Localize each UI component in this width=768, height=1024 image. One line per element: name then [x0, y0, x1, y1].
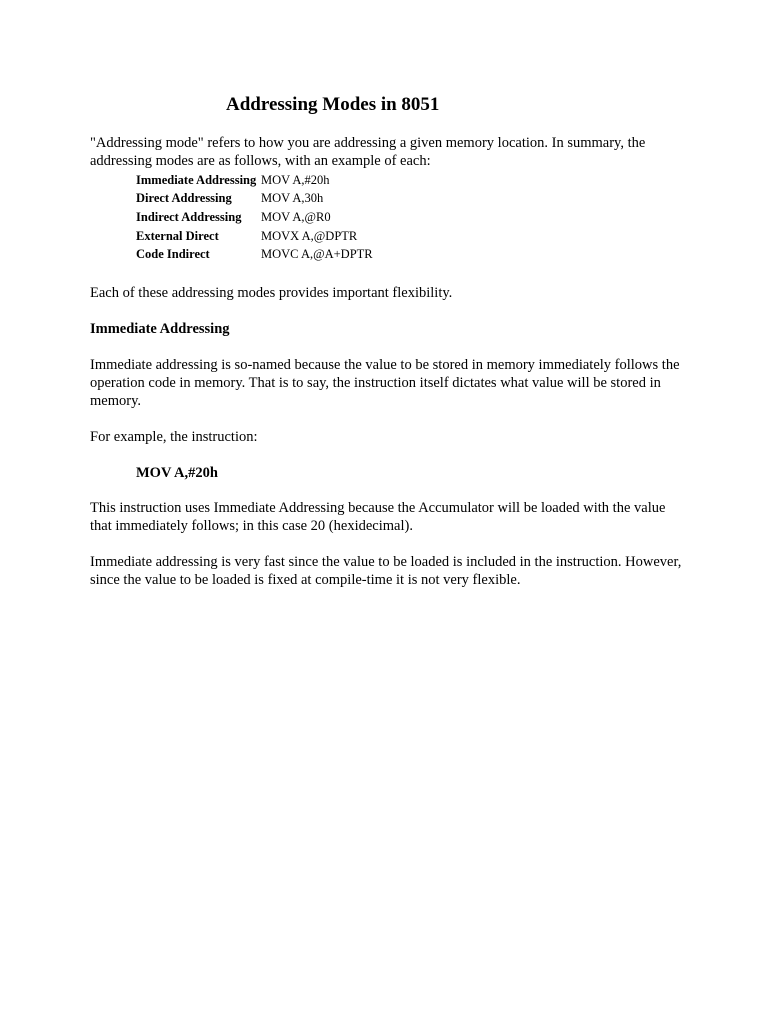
table-row [136, 171, 373, 190]
example-intro-paragraph: For example, the instruction: [90, 429, 258, 445]
intro-paragraph: "Addressing mode" refers to how you are addressing a given memory location. In summary, the addressing modes are as follows, with an example of each: [90, 135, 646, 169]
table-row [136, 190, 373, 209]
table-row [136, 208, 373, 227]
document-title: Addressing Modes in 8051 [226, 94, 440, 115]
mode-example: MOV A,#20h [261, 172, 330, 187]
performance-paragraph: Immediate addressing is very fast since the value to be loaded is included in the instruction. However, since the value to be loaded is fixed at compile-time it is not very flexible. [90, 554, 682, 588]
flexibility-paragraph: Each of these addressing modes provides important flexibility. [90, 285, 453, 301]
addressing-modes-table [136, 171, 373, 264]
instruction-explanation-paragraph: This instruction uses Immediate Addressing because the Accumulator will be loaded with the value that immediately follows; in this case 20 (hexidecimal). [90, 500, 666, 534]
code-example: MOV A,#20h [136, 465, 218, 481]
mode-name: Indirect Addressing [136, 209, 242, 224]
mode-name: Code Indirect [136, 247, 210, 262]
table-row [136, 245, 373, 264]
table-row [136, 227, 373, 246]
mode-name: Immediate Addressing [136, 172, 257, 187]
immediate-description-paragraph: Immediate addressing is so-named because the value to be stored in memory immediately follows the operation code in memory. That is to say, the instruction itself dictates what value will be stored in memory. [90, 357, 680, 409]
mode-example: MOV A,@R0 [261, 209, 331, 224]
section-heading: Immediate Addressing [90, 321, 230, 337]
mode-example: MOV A,30h [261, 191, 324, 206]
mode-example: MOVX A,@DPTR [261, 228, 358, 243]
mode-name: External Direct [136, 228, 219, 243]
mode-name: Direct Addressing [136, 191, 232, 206]
mode-example: MOVC A,@A+DPTR [261, 247, 373, 262]
